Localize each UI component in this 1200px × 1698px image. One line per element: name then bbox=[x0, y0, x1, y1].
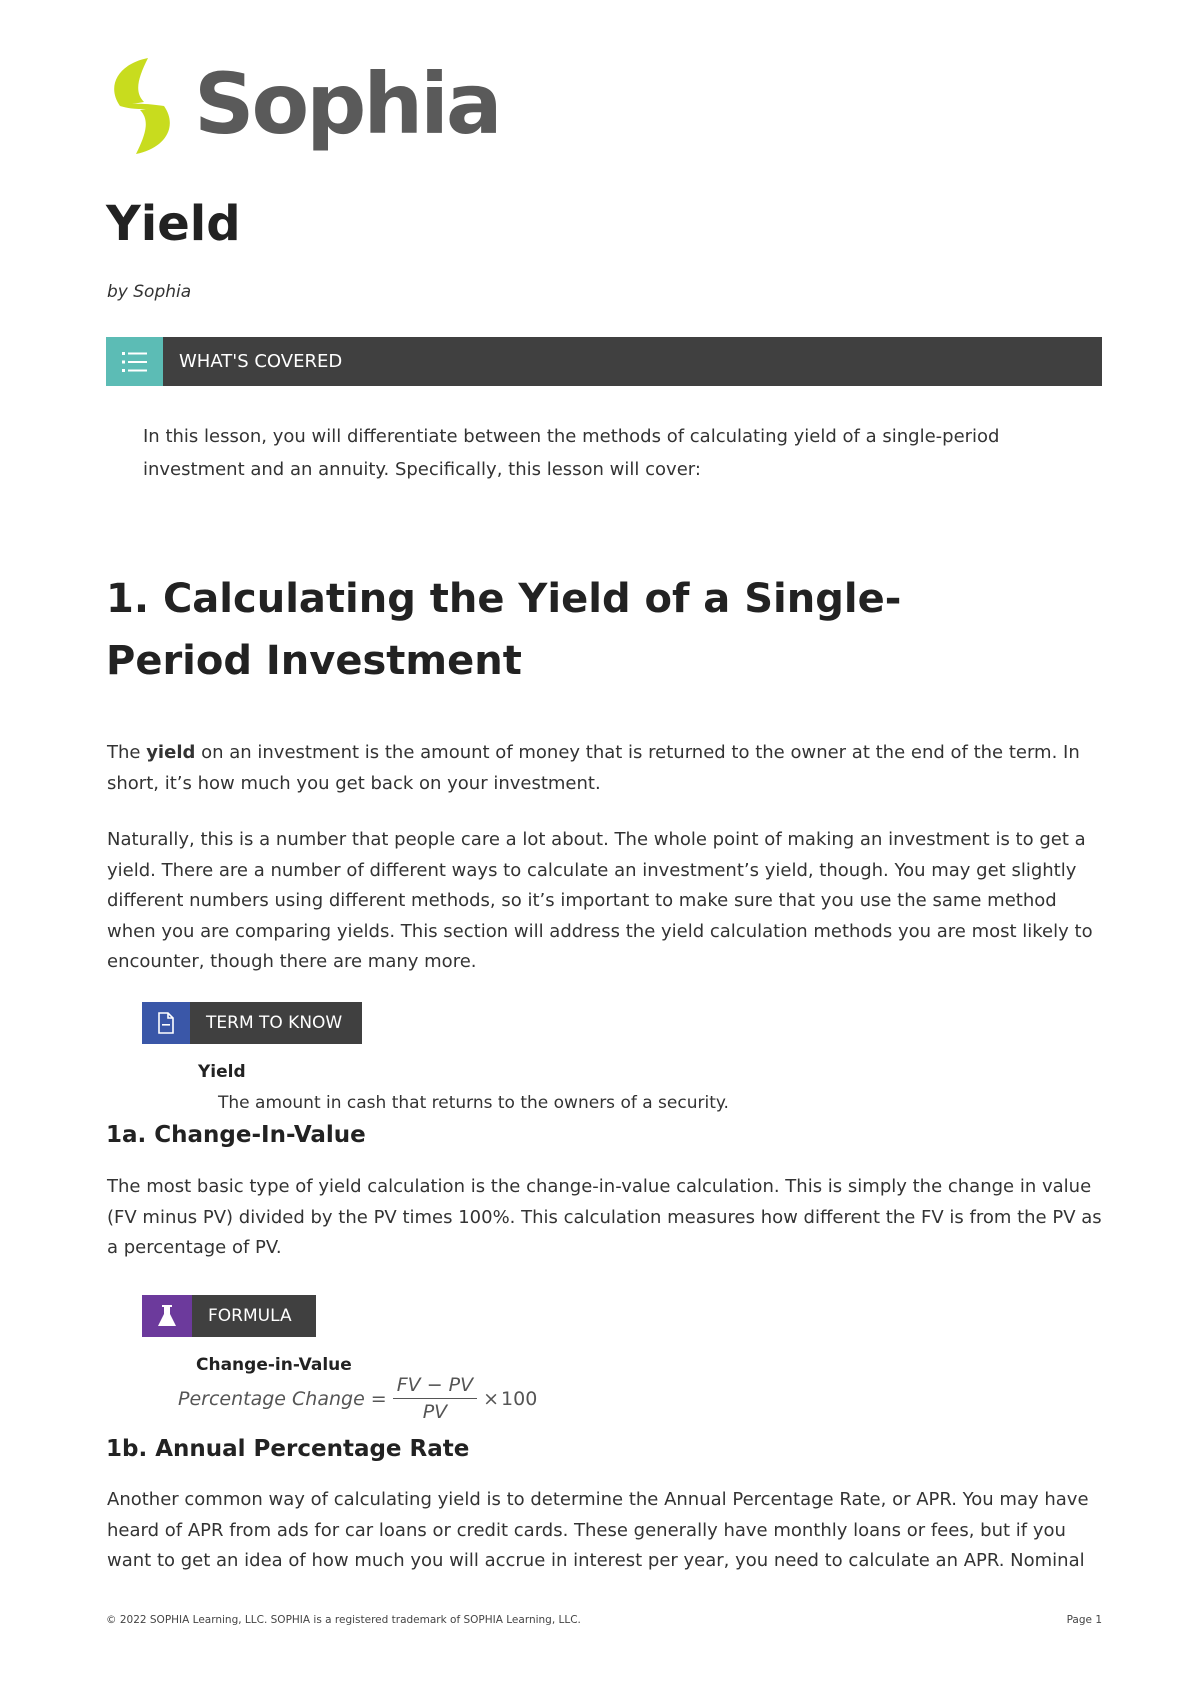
sophia-logo bbox=[104, 56, 500, 156]
page-title: Yield bbox=[106, 196, 241, 252]
flask-icon bbox=[142, 1295, 192, 1337]
equation-times: × bbox=[483, 1387, 500, 1410]
whats-covered-label: WHAT'S COVERED bbox=[163, 337, 1102, 386]
subsection-1b-heading: 1b. Annual Percentage Rate bbox=[106, 1436, 470, 1462]
equation-denominator: PV bbox=[422, 1401, 448, 1423]
sophia-logo-mark-icon bbox=[104, 56, 180, 156]
byline: by Sophia bbox=[107, 282, 192, 302]
term-name: Yield bbox=[198, 1062, 246, 1082]
apr-paragraph: Another common way of calculating yield is to determine the Annual Percentage Rate, or APR. You may have heard of APR from ads for car loans or credit cards. These generally have monthly loans or fees, but if you want to get an idea of how much you will accrue in interest per year, you need to calculate an APR. Nominal bbox=[107, 1489, 1089, 1571]
list-icon bbox=[106, 337, 163, 386]
logo-wordmark: Sophia bbox=[194, 55, 500, 153]
equation-factor: 100 bbox=[501, 1387, 538, 1410]
bold-term: yield bbox=[146, 742, 196, 763]
change-in-value-equation bbox=[178, 1374, 537, 1423]
para-text: on an investment is the amount of money that is returned to the owner at the end of the term. In short, it’s how much you get back on your investment. bbox=[107, 742, 1080, 794]
section-1-heading: 1. Calculating the Yield of a Single-Period Investment bbox=[106, 576, 902, 684]
formula-name: Change-in-Value bbox=[196, 1355, 352, 1375]
term-to-know-banner bbox=[142, 1002, 362, 1044]
whats-covered-banner bbox=[106, 337, 1102, 386]
formula-label: FORMULA bbox=[192, 1295, 316, 1337]
equation-numerator: FV − PV bbox=[393, 1374, 477, 1399]
yield-definition-paragraph bbox=[107, 738, 1102, 799]
footer-copyright: © 2022 SOPHIA Learning, LLC. SOPHIA is a registered trademark of SOPHIA Learning, LLC. bbox=[106, 1614, 581, 1626]
footer-page-number: Page 1 bbox=[1066, 1614, 1102, 1626]
change-in-value-paragraph: The most basic type of yield calculation is the change-in-value calculation. This is simply the change in value (FV minus PV) divided by the PV times 100%. This calculation measures how different the FV is from the PV as a percentage of PV. bbox=[107, 1176, 1102, 1258]
lesson-intro: In this lesson, you will differentiate between the methods of calculating yield of a single-period investment and an annuity. Specifically, this lesson will cover: bbox=[143, 426, 1000, 480]
term-to-know-label: TERM TO KNOW bbox=[190, 1002, 362, 1044]
equation-fraction bbox=[393, 1374, 477, 1423]
formula-banner bbox=[142, 1295, 316, 1337]
term-definition: The amount in cash that returns to the owners of a security. bbox=[218, 1093, 729, 1113]
subsection-1a-heading: 1a. Change-In-Value bbox=[106, 1122, 366, 1148]
document-icon bbox=[142, 1002, 190, 1044]
yield-methods-paragraph: Naturally, this is a number that people care a lot about. The whole point of making an investment is to get a yield. There are a number of different ways to calculate an investment’s yield, though. You may get slightly different numbers using different methods, so it’s important to make sure that you use the same method when you are comparing yields. This section will address the yield calculation methods you are most likely to encounter, though there are many more. bbox=[107, 829, 1093, 972]
para-text: The bbox=[107, 742, 147, 763]
equation-lhs: Percentage Change = bbox=[178, 1387, 387, 1410]
